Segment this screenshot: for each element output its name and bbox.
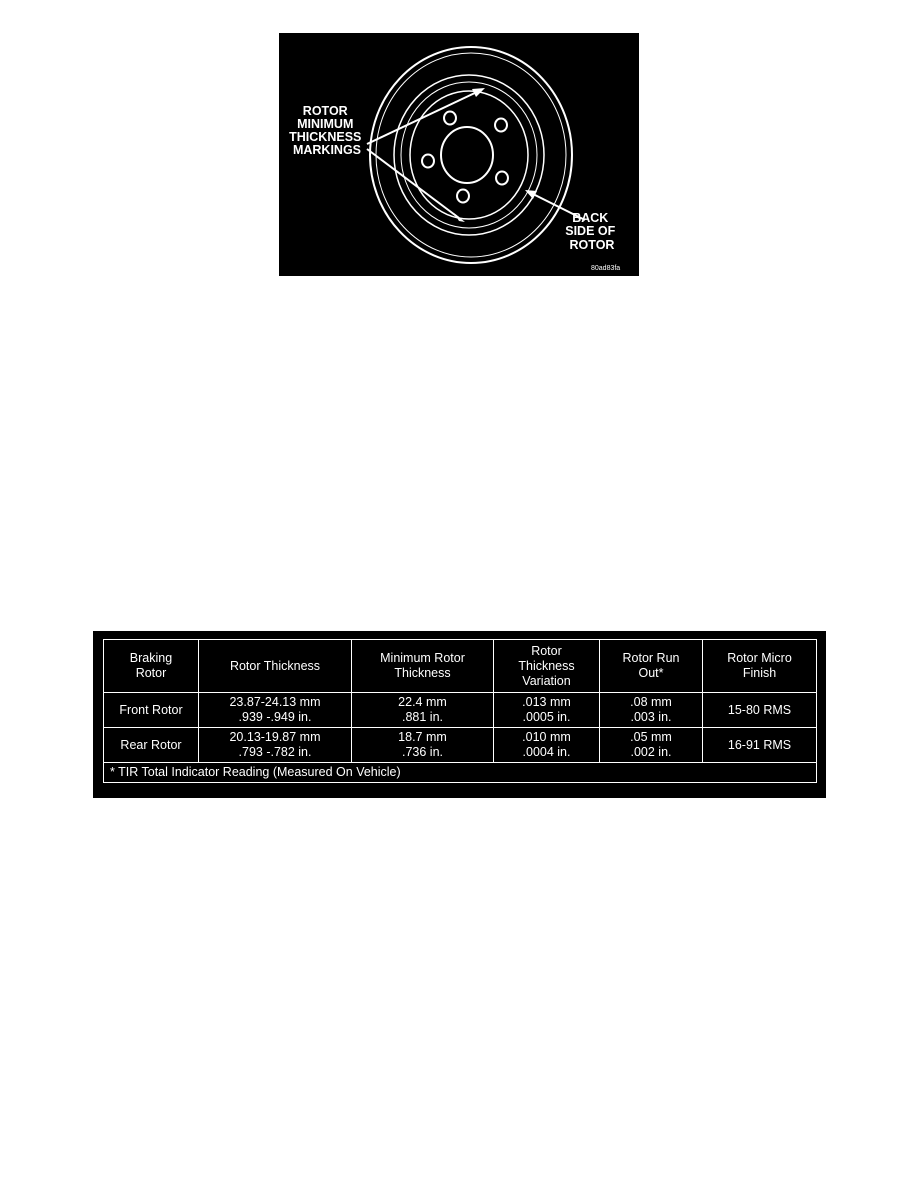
table-row [104,693,817,728]
column-header: Rotor Thickness [199,640,352,693]
table-cell: 15-80 RMS [703,693,817,728]
table-cell: .010 mm .0004 in. [494,728,600,763]
table-cell: Front Rotor [104,693,199,728]
lug-hole [495,119,507,132]
label-rotor-minimum-thickness-markings: ROTOR MINIMUM THICKNESS MARKINGS [289,104,362,157]
rotor-outer-rim [370,47,572,263]
table-cell: 18.7 mm .736 in. [352,728,494,763]
table-cell: 23.87-24.13 mm .939 -.949 in. [199,693,352,728]
lug-hole [444,112,456,125]
lug-hole [496,172,508,185]
rotor-hat-ring-outer [394,75,544,235]
column-header: Rotor Micro Finish [703,640,817,693]
table-cell: Rear Rotor [104,728,199,763]
table-footnote: * TIR Total Indicator Reading (Measured On Vehicle) [104,763,817,783]
table-cell: 16-91 RMS [703,728,817,763]
column-header: Minimum Rotor Thickness [352,640,494,693]
rotor-illustration [279,33,639,276]
rotor-hat-ring-middle [401,82,537,228]
column-header: Braking Rotor [104,640,199,693]
center-bore [441,127,493,183]
column-header: Rotor Thickness Variation [494,640,600,693]
rotor-figure [279,33,639,276]
figure-code: 80ad83fa [591,265,621,272]
table-cell: .05 mm .002 in. [600,728,703,763]
table-row [104,728,817,763]
table-header-row [104,640,817,693]
table-cell: 22.4 mm .881 in. [352,693,494,728]
label-back-side-of-rotor: BACK SIDE OF ROTOR [565,211,616,252]
table-cell: .013 mm .0005 in. [494,693,600,728]
lug-hole [457,190,469,203]
table-footnote-row [104,763,817,783]
rotor-spec-table [103,639,817,783]
rotor-spec-panel [93,631,826,798]
table-cell: 20.13-19.87 mm .793 -.782 in. [199,728,352,763]
column-header: Rotor Run Out* [600,640,703,693]
lug-hole [422,155,434,168]
table-cell: .08 mm .003 in. [600,693,703,728]
